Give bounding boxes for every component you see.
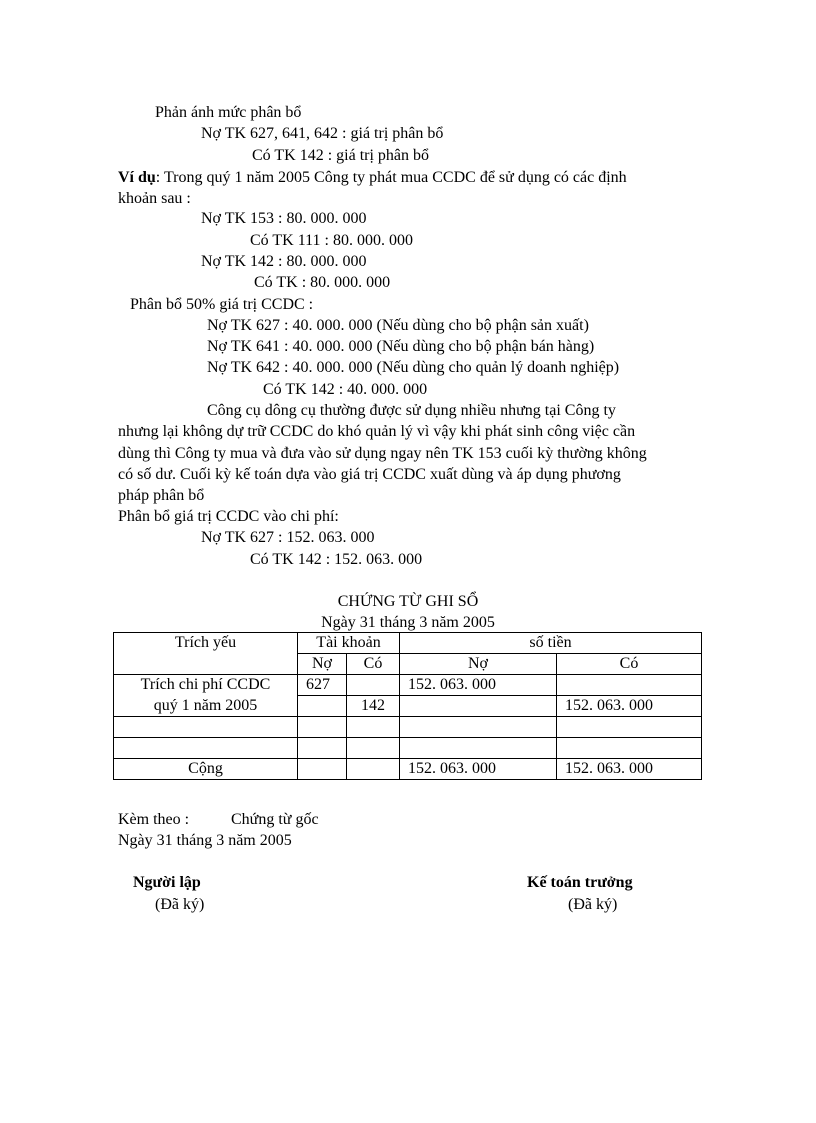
row-debit-account	[298, 717, 347, 738]
preparer-title: Người lập	[133, 874, 201, 891]
row-summary: quý 1 năm 2005	[114, 696, 298, 717]
row-credit-amount	[557, 717, 702, 738]
row-debit-amount: 152. 063. 000	[400, 675, 557, 696]
voucher-table	[113, 632, 702, 780]
paragraph-line: Công cụ dông cụ thường được sử dụng nhiều nhưng tại Công ty	[207, 402, 616, 419]
total-label: Cộng	[114, 759, 298, 780]
total-debit-amount: 152. 063. 000	[400, 759, 557, 780]
header-debit-amount: Nợ	[400, 654, 557, 675]
text-line: Nợ TK 627 : 40. 000. 000 (Nếu dùng cho bộ phận sản xuất)	[207, 317, 589, 334]
table-row	[114, 675, 702, 696]
text-line: Nợ TK 642 : 40. 000. 000 (Nếu dùng cho quản lý doanh nghiệp)	[207, 359, 620, 376]
header-account: Tài khoản	[298, 633, 400, 654]
row-debit-account: 627	[298, 675, 347, 696]
header-summary-cont	[114, 654, 298, 675]
table-header-row	[114, 633, 702, 654]
text-line: Có TK : 80. 000. 000	[254, 274, 391, 291]
text-line: Phân bổ 50% giá trị CCDC :	[130, 296, 314, 313]
paragraph-line: pháp phân bổ	[118, 487, 205, 504]
attachment-value: Chứng từ gốc	[231, 811, 319, 828]
voucher-date: Ngày 31 tháng 3 năm 2005	[321, 614, 495, 631]
row-summary: Trích chi phí CCDC	[114, 675, 298, 696]
header-debit-account: Nợ	[298, 654, 347, 675]
row-credit-amount	[557, 738, 702, 759]
chief-accountant-title: Kế toán trưởng	[527, 874, 633, 891]
row-credit-account: 142	[347, 696, 400, 717]
total-credit-amount: 152. 063. 000	[557, 759, 702, 780]
footer-date: Ngày 31 tháng 3 năm 2005	[118, 832, 292, 849]
header-credit-amount: Có	[557, 654, 702, 675]
row-credit-account	[347, 738, 400, 759]
table-row	[114, 717, 702, 738]
table-subheader-row	[114, 654, 702, 675]
text-line: Nợ TK 153 : 80. 000. 000	[201, 210, 367, 227]
row-debit-amount	[400, 738, 557, 759]
example-label: Ví dụ	[118, 169, 156, 186]
row-credit-amount: 152. 063. 000	[557, 696, 702, 717]
text-line: Có TK 142 : giá trị phân bổ	[252, 147, 430, 164]
header-summary: Trích yếu	[114, 633, 298, 654]
total-credit-account	[347, 759, 400, 780]
text-line: Có TK 142 : 40. 000. 000	[263, 381, 428, 398]
voucher-title: CHỨNG TỪ GHI SỔ	[337, 593, 479, 610]
total-debit-account	[298, 759, 347, 780]
table-total-row	[114, 759, 702, 780]
text-line: Nợ TK 142 : 80. 000. 000	[201, 253, 367, 270]
text-line: Phản ánh mức phân bổ	[155, 104, 302, 121]
text-line: Có TK 142 : 152. 063. 000	[250, 551, 423, 568]
example-text: : Trong quý 1 năm 2005 Công ty phát mua CCDC để sử dụng có các định	[155, 169, 627, 186]
row-summary	[114, 717, 298, 738]
text-line: Nợ TK 627 : 152. 063. 000	[201, 529, 375, 546]
header-amount: số tiền	[400, 633, 702, 654]
text-line: khoản sau :	[118, 190, 191, 207]
text-line: Có TK 111 : 80. 000. 000	[250, 232, 413, 249]
row-credit-account	[347, 717, 400, 738]
example-line	[118, 168, 627, 188]
text-line: Nợ TK 641 : 40. 000. 000 (Nếu dùng cho bộ phận bán hàng)	[207, 338, 595, 355]
table-row	[114, 738, 702, 759]
row-debit-account	[298, 738, 347, 759]
row-debit-account	[298, 696, 347, 717]
paragraph-line: có số dư. Cuối kỳ kế toán dựa vào giá trị CCDC xuất dùng và áp dụng phương	[118, 466, 621, 483]
row-credit-account	[347, 675, 400, 696]
row-debit-amount	[400, 696, 557, 717]
paragraph-line: dùng thì Công ty mua và đưa vào sử dụng ngay nên TK 153 cuối kỳ thường không	[118, 445, 647, 462]
chief-accountant-signed: (Đã ký)	[568, 896, 618, 913]
paragraph-line: nhưng lại không dự trữ CCDC do khó quản lý vì vậy khi phát sinh công việc cần	[118, 423, 636, 440]
text-line: Phân bổ giá trị CCDC vào chi phí:	[118, 508, 339, 525]
row-summary	[114, 738, 298, 759]
table-row	[114, 696, 702, 717]
row-credit-amount	[557, 675, 702, 696]
header-credit-account: Có	[347, 654, 400, 675]
row-debit-amount	[400, 717, 557, 738]
text-line: Nợ TK 627, 641, 642 : giá trị phân bổ	[201, 125, 444, 142]
attachment-label: Kèm theo :	[118, 811, 190, 828]
preparer-signed: (Đã ký)	[155, 896, 205, 913]
